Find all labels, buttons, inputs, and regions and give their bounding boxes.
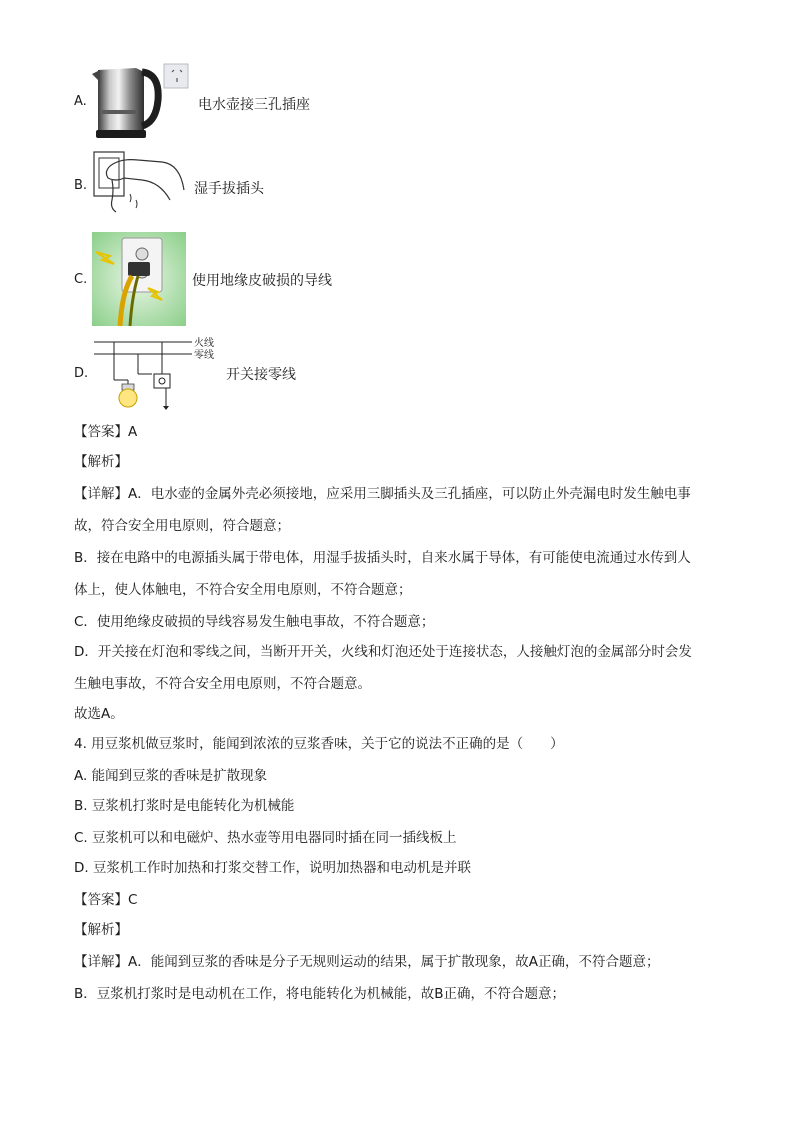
q3-detail-line: C．使用绝缘皮破损的导线容易发生触电事故，不符合题意； [74, 614, 435, 630]
option-b-letter: B. [74, 178, 88, 193]
q4-option-c: C. 豆浆机可以和电磁炉、热水壶等用电器同时插在同一插线板上 [74, 830, 457, 846]
q4-detail-line: B．豆浆机打浆时是电动机在工作，将电能转化为机械能，故B正确，不符合题意； [74, 986, 566, 1002]
q3-detail-line: 【详解】A．电水壶的金属外壳必须接地，应采用三脚插头及三孔插座，可以防止外壳漏电时发生触电事 [74, 486, 691, 502]
q4-detail-line: 【详解】A．能闻到豆浆的香味是分子无规则运动的结果，属于扩散现象，故A正确，不符合题意； [74, 954, 660, 970]
option-c-letter: C. [74, 272, 88, 287]
live-wire-label: 火线 [194, 338, 214, 349]
neutral-wire-label: 零线 [194, 350, 214, 361]
q3-detail-line: B．接在电路中的电源插头属于带电体，用湿手拔插头时，自来水属于导体，有可能使电流通过水传到人 [74, 550, 691, 566]
q3-conclusion: 故选A。 [74, 706, 124, 722]
q4-option-d: D. 豆浆机工作时加热和打浆交替工作，说明加热器和电动机是并联 [74, 860, 471, 876]
electric-kettle-image [88, 60, 192, 144]
option-b-caption: 湿手拔插头 [194, 181, 264, 197]
q3-answer: 【答案】A [74, 424, 138, 440]
option-a-letter: A. [74, 94, 87, 109]
q4-option-b: B. 豆浆机打浆时是电能转化为机械能 [74, 798, 295, 814]
q4-answer: 【答案】C [74, 892, 138, 908]
q4-analysis-heading: 【解析】 [74, 922, 128, 938]
option-a-caption: 电水壶接三孔插座 [198, 97, 310, 113]
q4-option-a: A. 能闻到豆浆的香味是扩散现象 [74, 768, 268, 784]
circuit-diagram [92, 334, 222, 414]
q3-analysis-heading: 【解析】 [74, 454, 128, 470]
option-c-caption: 使用地缘皮破损的导线 [192, 273, 332, 289]
q4-stem: 4. 用豆浆机做豆浆时，能闻到浓浓的豆浆香味，关于它的说法不正确的是（ ） [74, 736, 564, 752]
damaged-wire-image [92, 232, 186, 326]
q3-detail-line: 故，符合安全用电原则，符合题意； [74, 518, 290, 534]
option-d-letter: D. [74, 366, 89, 381]
q3-detail-line: 体上，使人体触电，不符合安全用电原则，不符合题意； [74, 582, 412, 598]
q3-detail-line: D．开关接在灯泡和零线之间，当断开开关，火线和灯泡还处于连接状态，人接触灯泡的金属部分时会发 [74, 644, 692, 660]
option-d-caption: 开关接零线 [226, 367, 296, 383]
q3-detail-line: 生触电事故，不符合安全用电原则，不符合题意。 [74, 676, 371, 692]
wet-hand-plug-image [90, 150, 188, 216]
